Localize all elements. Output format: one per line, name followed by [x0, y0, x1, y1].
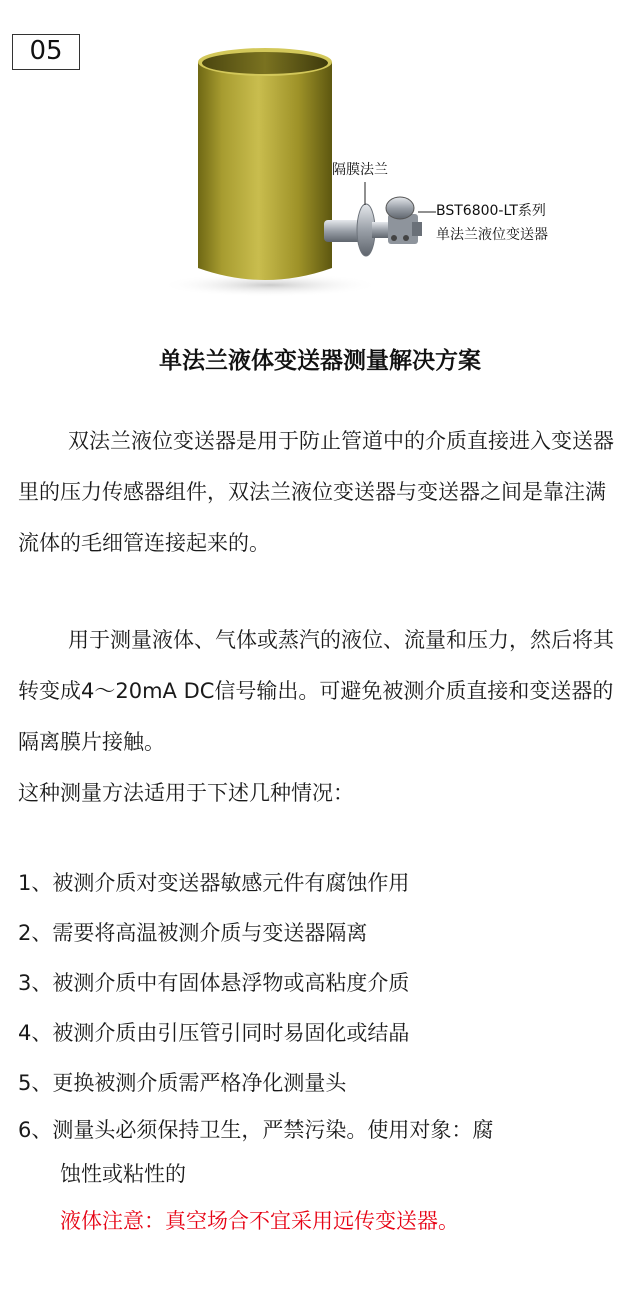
- warning-item: [18, 1196, 623, 1246]
- list-item: 5、更换被测介质需严格净化测量头: [18, 1071, 347, 1095]
- list-item-6-line-2: 蚀性或粘性的: [60, 1162, 186, 1186]
- transmitter-side: [412, 222, 422, 236]
- tank-top-opening: [202, 52, 328, 74]
- label-transmitter-type: 单法兰液位变送器: [436, 227, 548, 243]
- list-item-6-line-1: 6、测量头必须保持卫生，严禁污染。使用对象：腐: [18, 1118, 494, 1142]
- tank-body: [198, 62, 332, 280]
- tank-illustration: [0, 0, 640, 300]
- list-item: 3、被测介质中有固体悬浮物或高粘度介质: [18, 971, 410, 995]
- conditions-list: [18, 858, 623, 1246]
- paragraph-2-text: 用于测量液体、气体或蒸汽的液位、流量和压力，然后将其转变成4～20mA DC信号输出。可避免被测介质直接和变送器的隔离膜片接触。: [18, 628, 614, 754]
- list-item: 1、被测介质对变送器敏感元件有腐蚀作用: [18, 871, 410, 895]
- label-model: BST6800-LT系列: [436, 203, 546, 219]
- warning-text: 液体注意：真空场合不宜采用远传变送器。: [60, 1209, 459, 1233]
- paragraph-1-text: 双法兰液位变送器是用于防止管道中的介质直接进入变送器里的压力传感器组件，双法兰液位变送器与变送器之间是靠注满流体的毛细管连接起来的。: [18, 429, 614, 555]
- list-item: 2、需要将高温被测介质与变送器隔离: [18, 921, 368, 945]
- transmitter-bolt: [391, 235, 397, 241]
- list-item: [18, 1108, 623, 1196]
- page-title: 单法兰液体变送器测量解决方案: [159, 348, 481, 374]
- paragraph-1: [18, 416, 623, 569]
- label-diaphragm-flange: 隔膜法兰: [332, 162, 388, 178]
- section-number-badge: 05: [12, 34, 80, 70]
- paragraph-2: [18, 615, 623, 768]
- list-item: 4、被测介质由引压管引同时易固化或结晶: [18, 1021, 410, 1045]
- intro-line: 这种测量方法适用于下述几种情况：: [18, 781, 354, 805]
- transmitter-head: [386, 197, 414, 219]
- transmitter-bolt: [403, 235, 409, 241]
